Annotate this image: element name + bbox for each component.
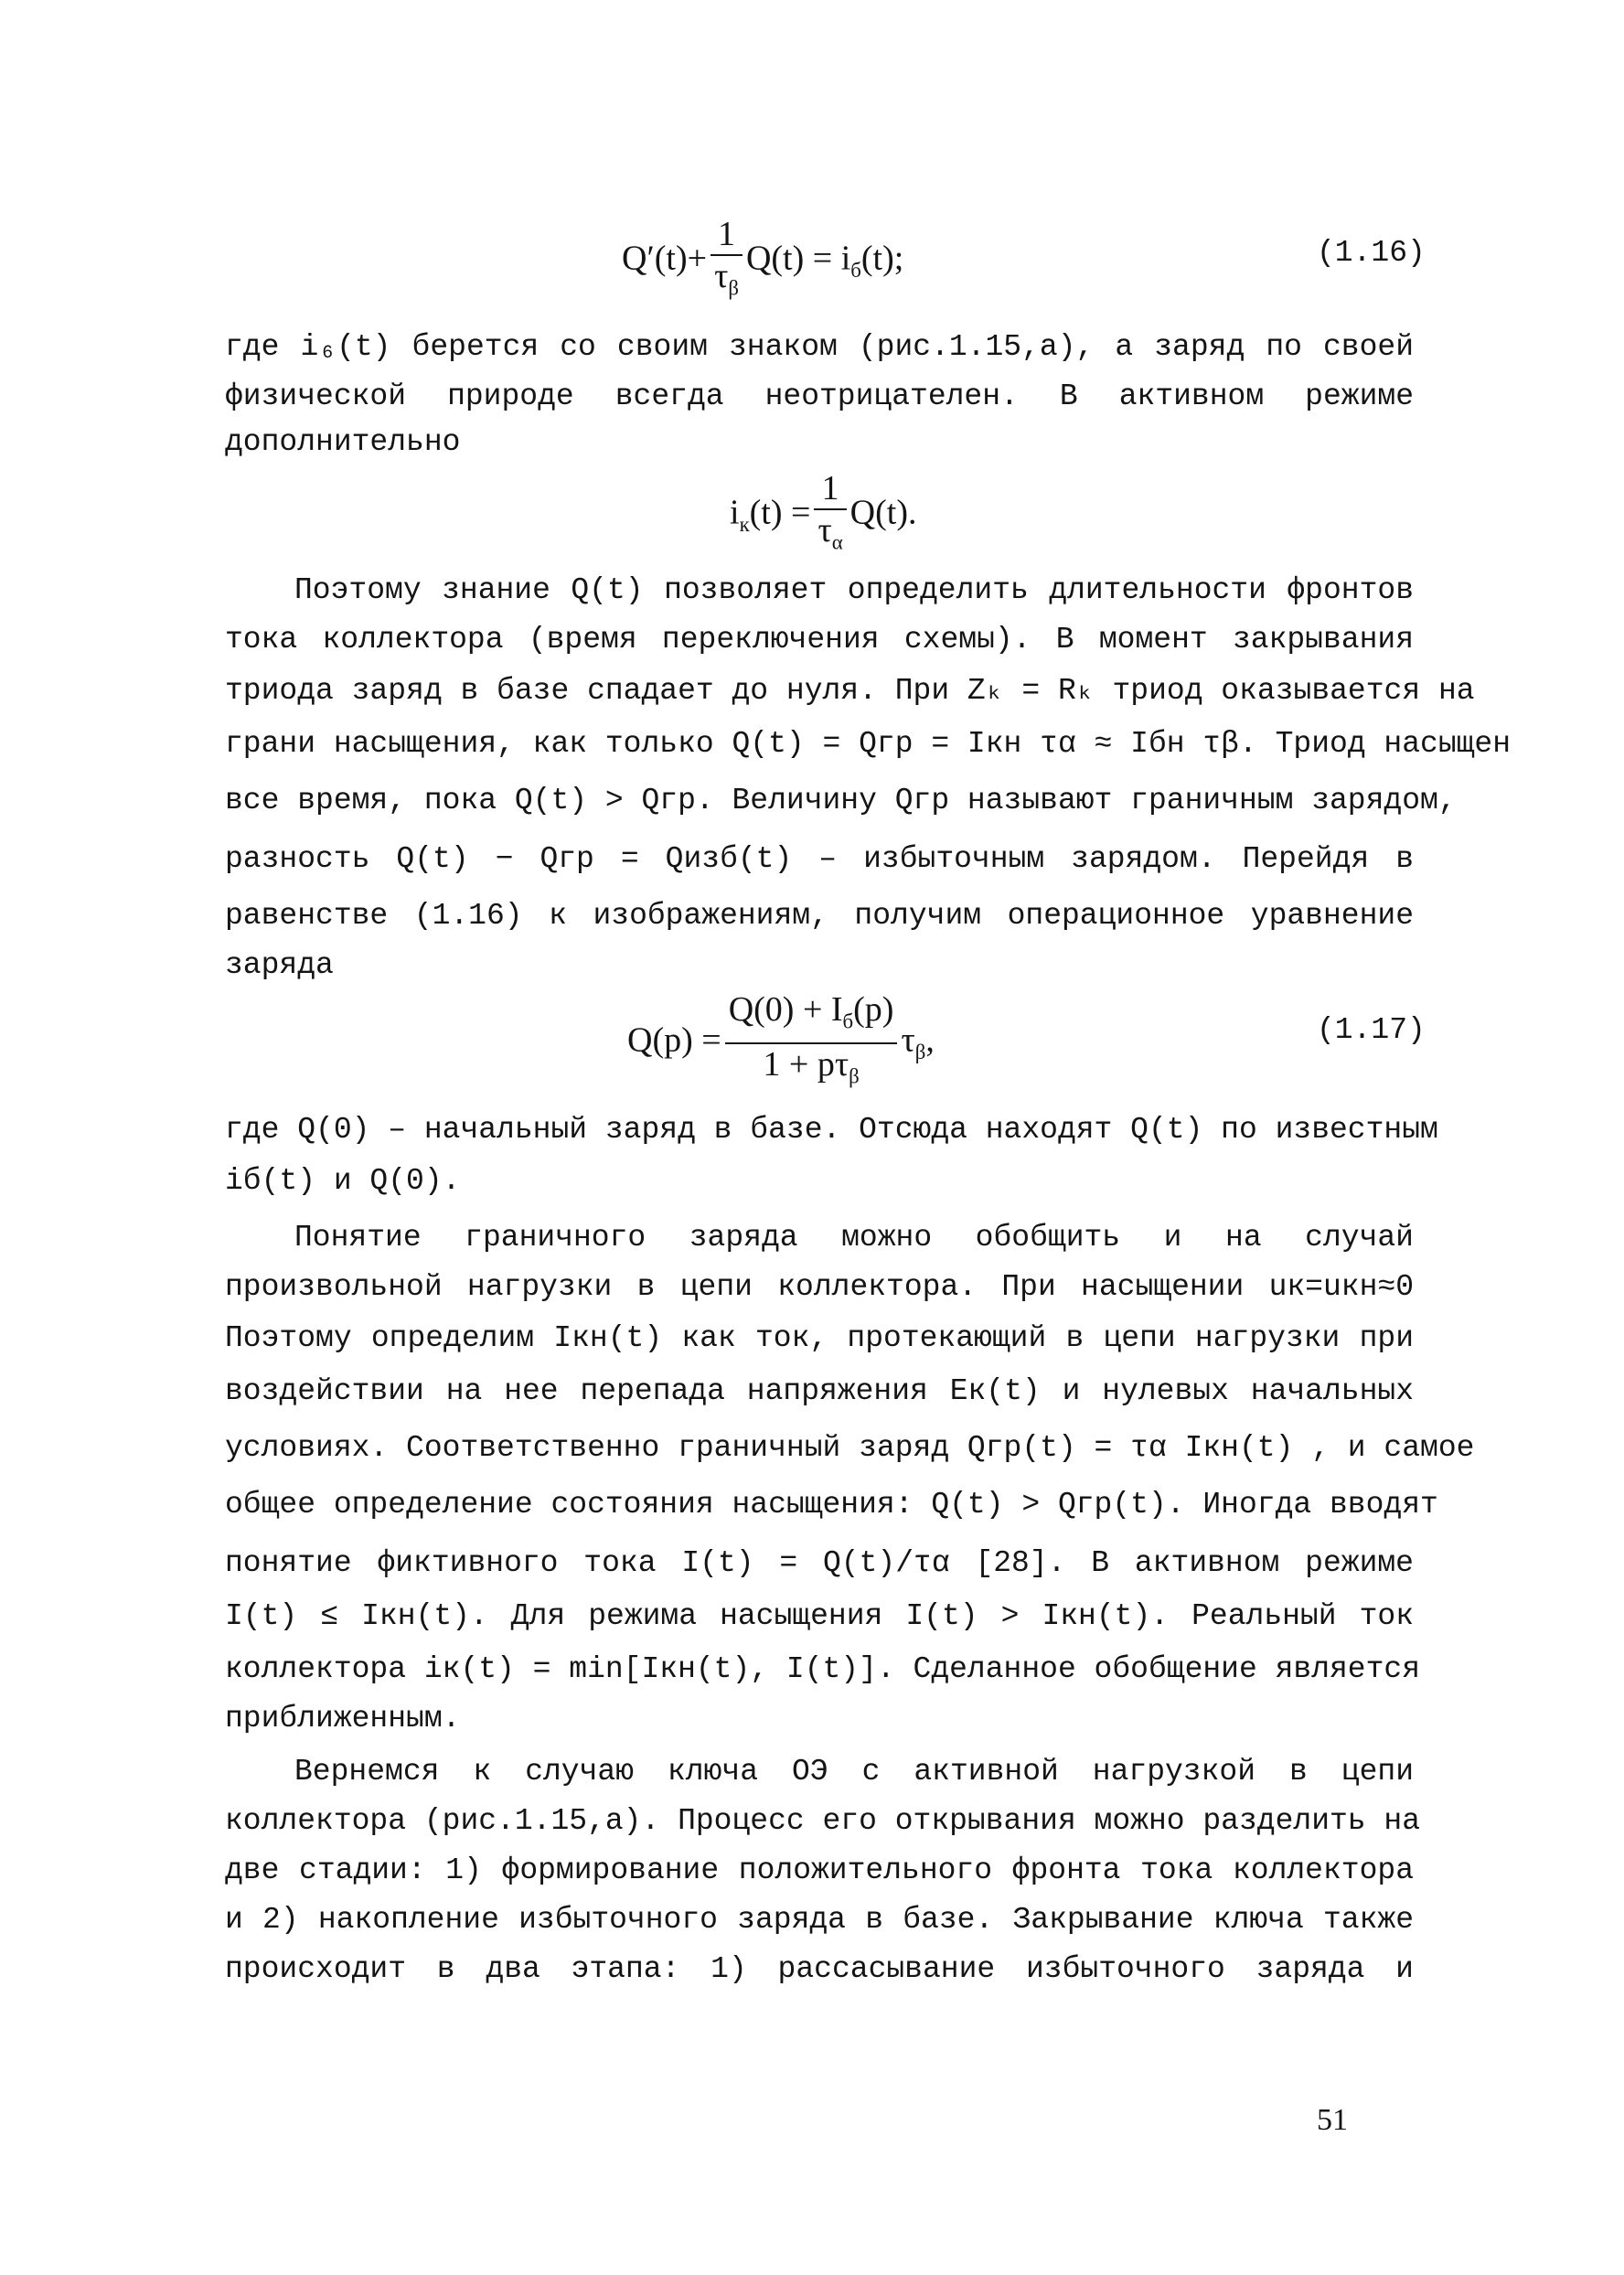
text-line: I(t) ≤ Iкн(t). Для режима насыщения I(t) > Iкн(t). Реальный ток (225, 1599, 1414, 1633)
formula-1-17: Q(p) = $\frac{Q(0) + I_б(p)}{1 + p\tau_\beta}$ $\tau_\beta$, (627, 989, 935, 1096)
formula-1-16: Q′(t)+ $\frac{1}{\tau_\beta}$ $Q(t) = i_б(t)$; (622, 214, 903, 309)
text-line: две стадии: 1) формирование положительного фронта тока коллектора (225, 1853, 1414, 1887)
text-line: где Q(0) – начальный заряд в базе. Отсюда находят Q(t) по известным (225, 1113, 1438, 1147)
text-line: Поэтому знание Q(t) позволяет определить длительности фронтов (294, 573, 1414, 607)
text-line: Вернемся к случаю ключа ОЭ с активной нагрузкой в цепи (294, 1755, 1414, 1789)
equation-number-1-16: (1.16) (1317, 236, 1426, 270)
text-line: воздействии на нее перепада напряжения Eк(t) и нулевых начальных (225, 1374, 1414, 1408)
text-line: триода заряд в базе спадает до нуля. При Zₖ = Rₖ триод оказывается на (225, 674, 1475, 708)
equation-number-1-17: (1.17) (1317, 1013, 1426, 1047)
page-number: 51 (1317, 2103, 1348, 2137)
text-line: все время, пока Q(t) > Qгр. Величину Qгр называют граничным зарядом, (225, 784, 1457, 817)
text-line: коллектора (рис.1.15,а). Процесс его открывания можно разделить на (225, 1804, 1421, 1838)
text-line: коллектора iк(t) = min[Iкн(t), I(t)]. Сделанное обобщение является (225, 1652, 1421, 1686)
text-line: происходит в два этапа: 1) рассасывание избыточного заряда и (225, 1952, 1414, 1986)
text-line: приближенным. (225, 1702, 461, 1736)
text-line: iб(t) и Q(0). (225, 1164, 461, 1198)
text-line: Понятие граничного заряда можно обобщить и на случай (294, 1221, 1414, 1255)
text-line: условиях. Соответственно граничный заряд Qгр(t) = τα Iкн(t) , и самое (225, 1431, 1475, 1465)
text-line: где i₆(t) берется со своим знаком (рис.1.15,а), а заряд по своей (225, 330, 1414, 364)
text-line: общее определение состояния насыщения: Q(t) > Qгр(t). Иногда вводят (225, 1488, 1438, 1522)
formula-ik: $i_к(t)$ = $\frac{1}{\tau_\alpha}$ Q(t). (730, 468, 916, 563)
fraction: $\frac{1}{\tau_\alpha}$ (814, 468, 846, 563)
text-line: дополнительно (225, 425, 461, 459)
text-line: произвольной нагрузки в цепи коллектора. При насыщении uк=uкн≈0 (225, 1270, 1414, 1304)
text-line: разность Q(t) − Qгр = Qизб(t) – избыточным зарядом. Перейдя в (225, 842, 1414, 876)
text-line: равенстве (1.16) к изображениям, получим операционное уравнение (225, 899, 1414, 933)
fraction: $\frac{Q(0) + I_б(p)}{1 + p\tau_\beta}$ (725, 989, 898, 1096)
text-line: заряда (225, 948, 334, 982)
text-line: понятие фиктивного тока I(t) = Q(t)/τα [28]. В активном режиме (225, 1546, 1414, 1580)
text-line: и 2) накопление избыточного заряда в базе. Закрывание ключа также (225, 1903, 1414, 1937)
text-line: грани насыщения, как только Q(t) = Qгр = Iкн τα ≈ Iбн τβ. Триод насыщен (225, 727, 1512, 761)
text-line: тока коллектора (время переключения схемы). В момент закрывания (225, 623, 1414, 657)
text-line: физической природе всегда неотрицателен. В активном режиме (225, 379, 1414, 413)
text-line: Поэтому определим Iкн(t) как ток, протекающий в цепи нагрузки при (225, 1321, 1414, 1355)
fraction: $\frac{1}{\tau_\beta}$ (710, 214, 743, 309)
